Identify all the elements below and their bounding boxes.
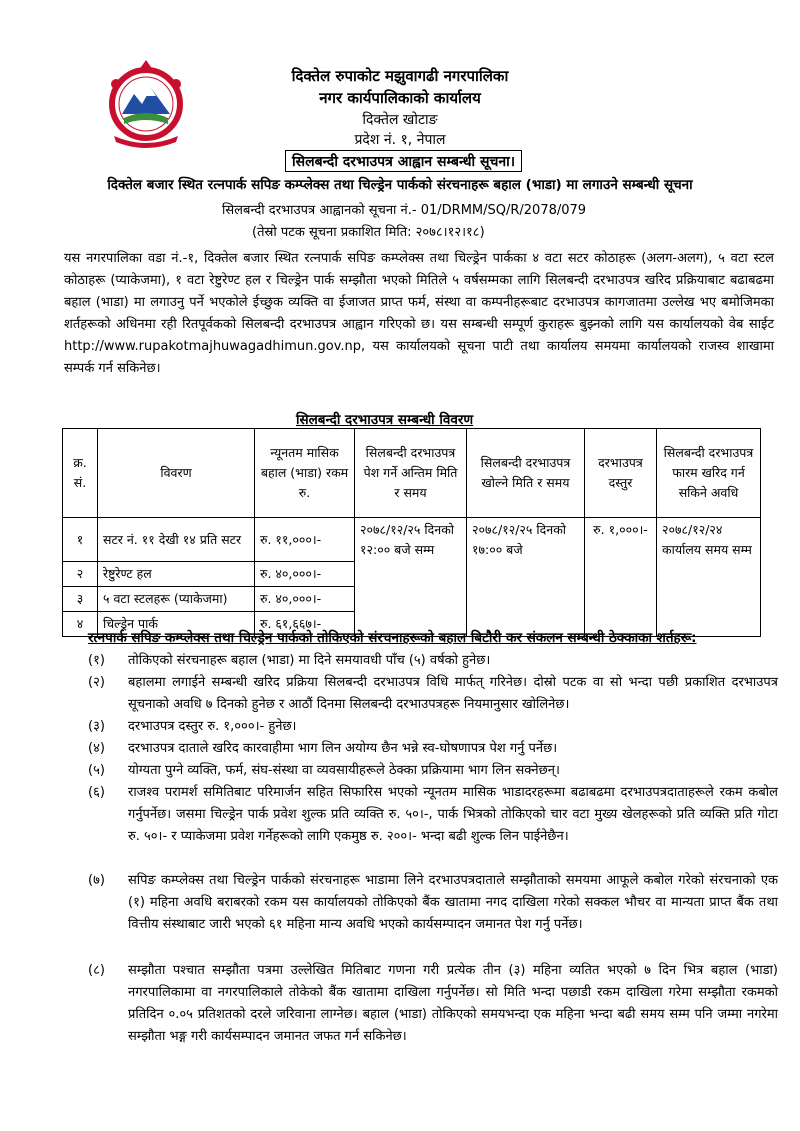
condition-item [88,716,778,738]
condition-item [88,960,778,1048]
serial-cell: २ [63,562,98,587]
table-title: सिलबन्दी दरभाउपत्र सम्बन्धी विवरण [296,412,474,428]
conditions-title: रत्नपार्क सपिङ कम्प्लेक्स तथा चिल्ड्रेन पार्कको तोकिएको संरचनाहरूको बहाल बिटौरी कर संकलन सम्बन्धी ठेक्काका शर्तहरू: [88,630,697,646]
publication-date: (तेस्रो पटक सूचना प्रकाशित मिति: २०७८।१२।१८) [252,225,485,240]
notice-reference-number: सिलबन्दी दरभाउपत्र आह्वानको सूचना नं.- 01/DRMM/SQ/R/2078/079 [222,203,587,218]
column-header: सिलबन्दी दरभाउपत्र खोल्ने मिति र समय [467,429,585,518]
rent-cell: रु. ११,०००।- [255,518,355,562]
serial-cell: ४ [63,612,98,637]
bid-details-table [62,428,761,637]
serial-cell: १ [63,518,98,562]
submission-deadline-cell: २०७८/१२/२५ दिनको १२:०० बजे सम्म [355,518,467,637]
condition-item [88,650,778,672]
table-row [63,518,761,562]
condition-number: (४) [88,741,105,756]
condition-text: दरभाउपत्र दाताले खरिद कारवाहीमा भाग लिन अयोग्य छैन भन्ने स्व-घोषणापत्र पेश गर्नु पर्नेछ। [128,741,558,756]
condition-item [88,782,778,848]
condition-item [88,760,778,782]
condition-item [88,672,778,716]
description-cell: चिल्ड्रेन पार्क [98,612,255,637]
purchase-period-cell: २०७८/१२/२४ कार्यालय समय सम्म [657,518,761,637]
condition-text: सम्झौता पश्चात सम्झौता पत्रमा उल्लेखित मितिबाट गणना गरी प्रत्येक तीन (३) महिना व्यतित भएको ७ दिन भित्र बहाल (भाडा) नगरपालिकामा वा नगरपालिकाले तोकेको बैंक खातामा दाखिला गर्नुपर्नेछ। सो मिति भन्दा पछाडी रकम दाखिला गरेमा सम्झौता रकमको प्रतिदिन ०.०५ प्रतिशतको दरले जरिवाना लाग्नेछ। बहाल (भाडा) तोकिएको समयभन्दा एक महिना भन्दा बढी समय सम्म पनि जम्मा नगरेमा सम्झौता भङ्ग गरी कार्यसम्पादन जमानत जफत गर्न सकिनेछ। [128,963,778,1044]
column-header: क्र. सं. [63,429,98,518]
condition-item [88,870,778,936]
description-cell: ५ वटा स्टलहरू (प्याकेजमा) [98,587,255,612]
notice-title: दिक्तेल बजार स्थित रत्नपार्क सपिङ कम्प्लेक्स तथा चिल्ड्रेन पार्कको संरचनाहरू बहाल (भाडा) मा लगाउने सम्बन्धी सूचना [107,177,693,193]
description-cell: सटर नं. ११ देखी १४ प्रति सटर [98,518,255,562]
condition-number: (३) [88,719,105,734]
condition-number: (२) [88,675,105,690]
office-location: दिक्तेल खोटाङ [362,112,438,128]
column-header: सिलबन्दी दरभाउपत्र पेश गर्ने अन्तिम मिति र समय [355,429,467,518]
municipality-name: दिक्तेल रुपाकोट मझुवागढी नगरपालिका [291,67,509,85]
office-name: नगर कार्यपालिकाको कार्यालय [319,89,481,107]
rent-cell: रु. ४०,०००।- [255,587,355,612]
table-header-row [63,429,761,518]
condition-text: दरभाउपत्र दस्तुर रु. १,०००।- हुनेछ। [128,719,297,734]
province: प्रदेश नं. १, नेपाल [354,132,446,148]
column-header: सिलबन्दी दरभाउपत्र फारम खरिद गर्न सकिने अवधि [657,429,761,518]
notice-heading-box: सिलबन्दी दरभाउपत्र आह्वान सम्बन्धी सूचना। [285,150,522,172]
column-header: दरभाउपत्र दस्तुर [585,429,657,518]
description-cell: रेष्टुरेण्ट हल [98,562,255,587]
condition-text: तोकिएको संरचनाहरू बहाल (भाडा) मा दिने समयावधी पाँच (५) वर्षको हुनेछ। [128,653,491,668]
condition-number: (८) [88,963,105,978]
condition-text: राजश्व परामर्श समितिबाट परिमार्जन सहित सिफारिस भएको न्यूनतम मासिक भाडादरहरूमा बढाबढमा दरभाउपत्रदाताहरूले रकम कबोल गर्नुपर्नेछ। जसमा चिल्ड्रेन पार्क प्रवेश शुल्क प्रति व्यक्ति रु. ५०।-, पार्क भित्रको तोकिएको चार वटा मुख्य खेलहरूको प्रति व्यक्ति प्रति गोटा रु. ५०।- र प्याकेजमा प्रवेश गर्नेहरूको लागि एकमुष्ठ रु. २००।- भन्दा बढी शुल्क लिन पाईनेछैन। [128,785,778,844]
condition-text: बहालमा लगाईने सम्बन्धी खरिद प्रक्रिया सिलबन्दी दरभाउपत्र विधि मार्फत् गरिनेछ। दोस्रो पटक वा सो भन्दा पछी प्रकाशित दरभाउपत्र सूचनाको अवधि ७ दिनको हुनेछ र आठौं दिनमा सिलबन्दी दरभाउपत्रहरू नियमानुसार खोलिनेछ। [128,675,778,712]
rent-cell: रु. ४०,०००।- [255,562,355,587]
column-header: विवरण [98,429,255,518]
fee-cell: रु. १,०००।- [585,518,657,637]
condition-number: (७) [88,873,105,888]
serial-cell: ३ [63,587,98,612]
condition-text: सपिङ कम्प्लेक्स तथा चिल्ड्रेन पार्कको संरचनाहरू भाडामा लिने दरभाउपत्रदाताले सम्झौताको समयमा आफूले कबोल गरेको संरचनाको एक (१) महिना अवधि बराबरको रकम यस कार्यालयको तोकिएको बैंक खातामा नगद दाखिला गरेको सक्कल भौचर वा मान्यता प्राप्त बैंक तथा वित्तीय संस्थाबाट जारी भएको ६१ महिना मान्य अवधि भएको कार्यसम्पादन जमानत पेश गर्नु पर्नेछ। [128,873,778,932]
condition-number: (१) [88,653,105,668]
opening-date-cell: २०७८/१२/२५ दिनको १७:०० बजे [467,518,585,637]
condition-item [88,738,778,760]
condition-number: (६) [88,785,105,800]
intro-paragraph: यस नगरपालिका वडा नं.-१, दिक्तेल बजार स्थित रत्नपार्क सपिङ कम्प्लेक्स तथा चिल्ड्रेन पार्कका ४ वटा सटर कोठाहरू (अलग-अलग), ५ वटा स्टल कोठाहरू (प्याकेजमा), १ वटा रेष्टुरेण्ट हल र चिल्ड्रेन पार्क सम्झौता भएको मितिले ५ वर्षसम्मका लागि सिलबन्दी दरभाउपत्र खरिद प्रक्रियाबाट बढाबढमा बहाल (भाडा) मा लगाउनु पर्ने भएकोले ईच्छुक व्यक्ति वा ईजाजत प्राप्त फर्म, संस्था वा कम्पनीहरूबाट दरभाउपत्र कागजातमा उल्लेख भए बमोजिमका शर्तहरूको अधिनमा रही रितपूर्वकको सिलबन्दी दरभाउपत्र आह्वान गरिएको छ। यस सम्बन्धी सम्पूर्ण कुराहरू बुझ्नको लागि यस कार्यालयको वेब साईट http://www.rupakotmajhuwagadhimun.gov.np, यस कार्यालयको सूचना पाटी तथा कार्यालय समयमा कार्यालयको राजस्व शाखामा सम्पर्क गर्न सकिनेछ। [64,251,774,376]
nepal-government-emblem-icon [96,56,196,152]
condition-number: (५) [88,763,105,778]
condition-text: योग्यता पुग्ने व्यक्ति, फर्म, संघ-संस्था वा व्यवसायीहरूले ठेक्का प्रक्रियामा भाग लिन सक्नेछन्। [128,763,560,778]
rent-cell: रु. ६१,६६७।- [255,612,355,637]
column-header: न्यूनतम मासिक बहाल (भाडा) रकम रु. [255,429,355,518]
